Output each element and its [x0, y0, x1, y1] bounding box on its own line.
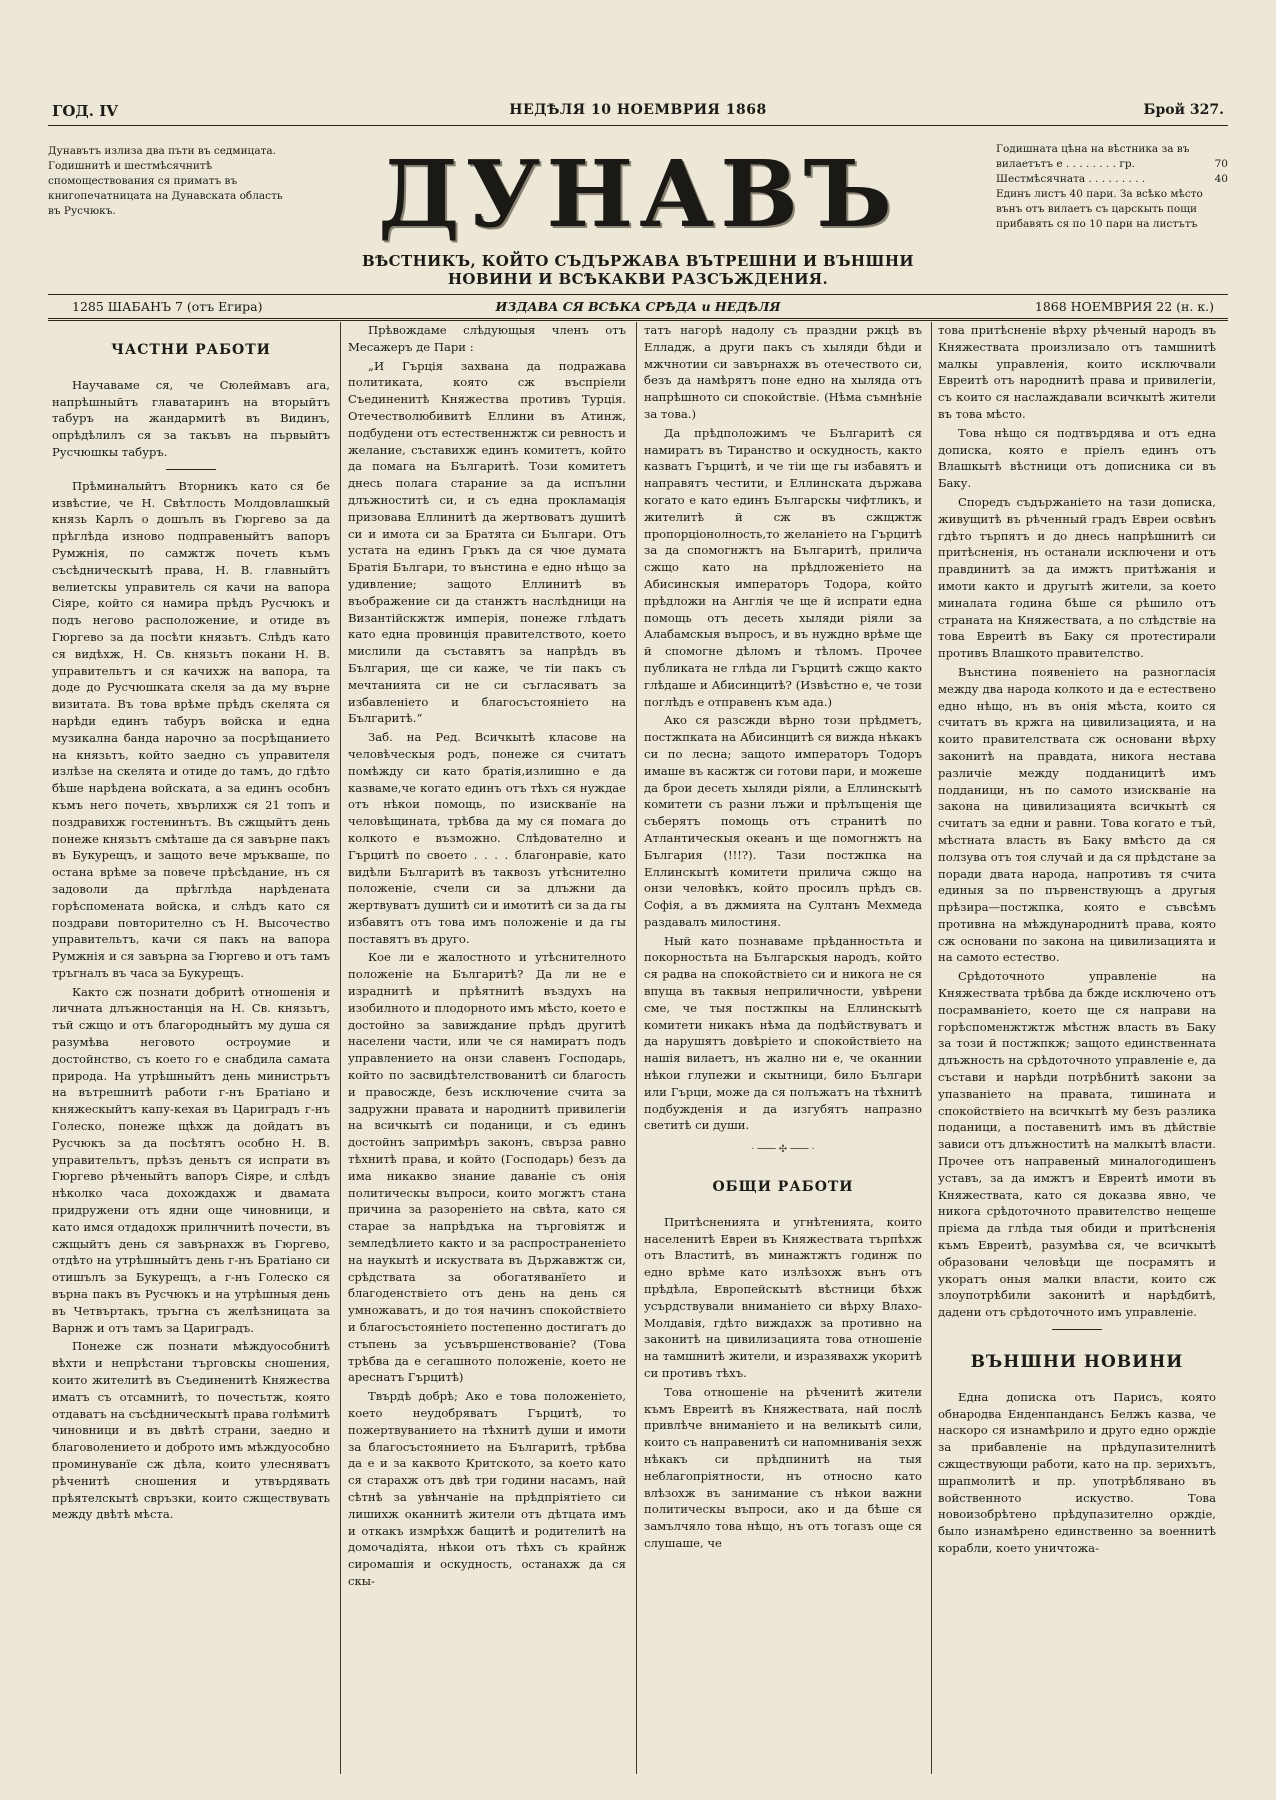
paragraph: Споредъ съдържаніето на тази дописка, живущитѣ въ рѣченный градъ Евреи освѣнъ гдѣто търпятъ и до днесь напрѣшнитѣ си притѣсненія, нъ останали исключени и отъ правдинитѣ за да имжтъ притѣжанія и имоти както и другытѣ жители, за което миналата година бѣше ся рѣшило отъ страната на Княжествата, а по слѣдствіе на това Евреитѣ въ Баку ся протестирали противъ Влашкото правителство.	[938, 494, 1216, 661]
price-row-annual	[996, 157, 1228, 172]
paragraph: Прѣминалыйтъ Вторникъ като ся бе извѣстие, че Н. Свѣтлость Молдовлашкый князь Карлъ о дошълъ въ Гюргево за да прѣглѣда изново подправеныйтъ вапоръ Румжнія, по самжтж почеть къмъ съсѣдническытѣ права, Н. В. главныйтъ велиетскы управитель ся качи на вапора Сіяре, който ся намира прѣдъ Русчюкъ и подъ негово расположение, и отиде въ Гюргево за да посѣти князьтъ. Слѣдъ като ся видѣхж, Н. Св. князьтъ покани Н. В. управительтъ и ся качихж на вапора, та доде до Русчюшката скеля за да му върне визитата. Въ това врѣме прѣдъ скелята ся нарѣди единъ табуръ войска и една музикална банда нарочно за посрѣщанието на князьтъ, който заедно съ управителя излѣзе на скелята и отиде до тамъ, до гдѣто бѣше нарѣдена войската, а за единъ особнъ къмъ него почеть, хвърлихж ся 21 топъ и поздравихж гостенинътъ. Въ сжщыйтъ день понеже князьтъ смѣташе да ся завърне пакъ въ Букурещъ, и защото вече мръкваше, по остана врѣме за повече прѣсѣдание, нъ ся задоволи да прѣглѣда нарѣдената горѣспомената войска, и слѣдъ като ся поздрави повторително съ Н. Высочество управительтъ, качи ся пакъ на вапора Румжнія и ся завърна за Гюргево и отъ тамъ тръгналъ въ часа за Букурещъ.	[52, 478, 330, 980]
paragraph: това притѣсненіе вѣрху рѣченый народъ въ Княжествата произлизало отъ тамшнитѣ малкы управленія, които исключвали Евреитѣ отъ народнитѣ права и привилегіи, съ които ся наслаждавали всичкытѣ жители въ това мѣсто.	[938, 323, 1216, 421]
column-1	[52, 322, 330, 1772]
price-value: 40	[1214, 173, 1228, 185]
separator	[1052, 1329, 1102, 1330]
paragraph: Понеже сж познати мѣждуособнитѣ вѣхти и непрѣстани търговскы сношения, които жителитѣ въ Съединенитѣ Княжества иматъ съ отсамнитѣ, то почестьтж, която отдаватъ на съсѣдническытѣ права голѣмитѣ чиновници и въ двѣтѣ страни, заедно и благоволението и доброто имъ мѣждуособно проминуванїе сж дѣла, които улесняватъ рѣченитѣ сношения и утвърдявать прѣятелскытѣ свръзки, които сжществувать между двѣтѣ мѣста.	[52, 1339, 330, 1522]
paragraph: Срѣдоточното управленіе на Княжествата трѣбва да бжде исключено отъ посрамваніето, което ще ся направи на горѣспоменжтжтж мѣстнж власть въ Баку за този й постжпкж; защото единственната длъжность на срѣдоточното управленіе е, да състави и нарѣди потрѣбнитѣ закони за упазваніето на правата, тишината и спокойствіето на всичкытѣ му безъ разлика поданици, а поставенитѣ имъ въ дѣйствіе зависи отъ длъжноститѣ на малкытѣ власти. Прочее отъ направеный миналогодишенъ уставъ, за да имжтъ и Евреитѣ имоти въ Княжествата, като ся доказва явно, че никога срѣдоточното правителство нещеше прієма да глѣда тыя обиди и притѣсненія къмъ Евреитѣ, разумѣва ся, че всичкытѣ образовани человѣци ще посрамятъ и укоратъ оныя малки власти, които сж злоупотрѣбили законитѣ и нарѣдбитѣ, дадени отъ срѣдоточното имъ управленіе.	[938, 969, 1216, 1320]
issue-date: НЕДѢЛЯ 10 НОЕМВРИЯ 1868	[509, 102, 767, 118]
year-label: ГОД. IV	[52, 102, 118, 120]
columns-rule	[48, 318, 1228, 321]
paragraph: Кое ли е жалостното и утѣснителното положеніе на Българитѣ? Да ли не е израднитѣ и прѣятнитѣ въздухъ на изобилното и плодорното имъ мѣсто, което е достойно за завиждание прѣдъ другитѣ населени части, или че ся намиратъ подъ управлението на онзи славенъ Господарь, който по засвидѣтелствованитѣ си благость и правосжде, безъ исключение счита за задружни правата и народнитѣ привилегіи на всичкытѣ си поданици, и съ единъ достойнъ запримѣръ законъ, свърза равно тѣхнитѣ права, и който (Господарь) безъ да има никакво знание даваніе съ онія политическы въпроси, които могжтъ стана причина за разореніето на свѣта, като ся старае за напрѣдъка на търговіятж и земледѣлието както и за распространеніето на наукытѣ и искуствата въ Държавжтж си, срѣдствата за обогатяванїето и благоденствіето отъ день на день ся умножаватъ, и до тоя начинъ спокойствіето и благосъстояніето постепенно достигатъ до стъпень за усъвършенствованіе? (Това трѣбва да е сегашното положеніе, което не ареснатъ Гърцитѣ)	[348, 950, 626, 1385]
masthead-rule	[48, 294, 1228, 295]
publication-note: Дунавътъ излиза два пъти въ седмицата. Годишнитѣ и шестмѣсячнитѣ спомоществования ся приматъ въ книгопечатницата на Дунавската область въ Русчюкъ.	[48, 145, 283, 217]
article-columns	[48, 322, 1228, 1777]
paragraph: Вънстина появеніето на разногласія между два народа колкото и да е естествено едно нѣщо, нъ въ онія мѣста, които ся считатъ въ кржга на цивилизацията, и на които правителствата сж основани вѣрху законитѣ на правдата, никога нестава различіе между подданицитѣ имъ подданици, нъ по самото изискваніе на закона на цивилизацията всичкытѣ ся считатъ за едни и равни. Това когато е тъй, мѣстната власть въ Баку вмѣсто да ся ползува отъ тоя случай и да ся прѣдстане за поради двата народа, напротивъ тя счита единыя за по първенствующъ а другыя прѣзира—постжпка, която е съвсѣмъ противна на мѣждународнитѣ права, която сж основани по закона на цивилизацията и на самото естество.	[938, 664, 1216, 965]
section-heading: ЧАСТНИ РАБОТИ	[111, 342, 271, 358]
newspaper-title: ДУНАВЪ	[377, 140, 899, 248]
price-value: 70	[1214, 158, 1228, 170]
publication-schedule: ИЗДАВА СЯ ВСѢКА СРѢДА и НЕДѢЛЯ	[495, 299, 781, 314]
paragraph: „И Гърція захвана да подражава политиката, която сж въспріели Съединенитѣ Княжества противъ Турція. Отечестволюбивитѣ Еллини въ Атинж, подбудени отъ естественнжтж си ревность и желание, съставихж единъ комитетъ, който да помага на Българитѣ. Този комитетъ днесь полага старание за да испълни длъжноститѣ си, и съ една прокламація призовава Еллинитѣ да жертвоватъ душитѣ си и имота си за Братята си Българи. Отъ устата на единъ Гръкъ да ся чюе думата Братія Българи, то вънстина е едно нѣщо за удивление; защото Еллинитѣ въ въображение си да станжтъ наслѣдници на Византійскжтж имперія, понеже глѣдатъ като една провинція правителството, което мислили да съставятъ за напрѣдъ въ България, ще си каже, че тіи пакъ съ мечтанията си не си съгласяватъ за избавленіето и благосъстояніето на Българитѣ.“	[348, 358, 626, 726]
price-row-half	[996, 172, 1228, 187]
paragraph: Да прѣдположимъ че Българитѣ ся намиратъ въ Тиранство и оскудность, както казватъ Гърцитѣ, и че тіи ще гы избавятъ и направятъ честити, и Еллинската държава когато е като единъ Българскы чифтликъ, и жителитѣ й сж въ сжщжтж пропорціонолность,то желаніето на Гърцитѣ за да спомогнжтъ на Българитѣ, прилича сжщо като на прѣдложеніето на Абисинскыя императоръ Тодора, който прѣдложи на Англія че ще й испрати една помощь отъ десеть хыляди ріяли за Алабамскыя въпросъ, и въ нуждно врѣме ще й спомогне дѣломъ и тѣломъ. Прочее публиката не глѣда ли Гърцитѣ сжщо както глѣдаше и Абисинцитѣ? (Извѣстно е, че този поглѣдъ е отправенъ към ада.)	[644, 425, 922, 709]
paragraph: Ако ся разсжди вѣрно този прѣдметъ, постжпката на Абисинцитѣ ся вижда нѣкакъ си по лесна; защото императоръ Тодоръ имаше въ касжтж си готови пари, и можеше да брои десеть хыляди ріяли, а Еллинскытѣ комитети съ разни лъжи и прѣлъщенія ще съберятъ помощь отъ странитѣ по Атлантическыя океанъ и ще помогнжтъ на България (!!!?). Тази постжпка на Еллинскытѣ комитети прилича сжщо на онзи человѣкъ, който просилъ прѣдъ св. Софія, а въ джмията на Султанъ Мехмеда раздавалъ милостиня.	[644, 713, 922, 929]
paragraph: Научаваме ся, че Сюлеймавъ ага, напрѣшныйтъ главатаринъ на вторыйтъ табуръ на жандармитѣ въ Видинъ, опрѣдѣлилъ ся за такъвъ на първыйтъ Русчюшкы табуръ.	[52, 377, 330, 459]
column-2	[348, 322, 626, 1772]
paragraph: Заб. на Ред. Всичкытѣ класове на человѣческыя родъ, понеже ся считатъ помѣжду си като братія,излишно е да казваме,че когато единъ отъ тѣхъ ся нуждае отъ нѣкои помощь, по изискванїе на человѣщината, трѣбва да му ся помага до колкото е възможно. Слѣдователно и Гърцитѣ по своето . . . . благонравіе, като видѣли Българитѣ въ таквозъ утѣснително положеніе, счели си за длъжни да жертвуватъ душитѣ си и имотитѣ си за да гы избавятъ отъ това имъ положеніе и да гы поставятъ въ друго.	[348, 730, 626, 946]
newspaper-subtitle: ВѢСТНИКЪ, КОЙТО СЪДЪРЖАВА ВЪТРЕШНИ И ВЪНШНИ НОВИНИ И ВСѢКАКВИ РАЗСЪЖДЕНИЯ.	[361, 252, 914, 288]
section-heading: ОБЩИ РАБОТИ	[712, 1179, 854, 1196]
newspaper-page	[48, 96, 1228, 1780]
hijri-date: 1285 ШАБАНЪ 7 (отъ Егира)	[72, 299, 263, 314]
column-4	[938, 322, 1216, 1772]
paragraph: Както сж познати добритѣ отношенія и личната длъжностанція на Н. Св. князьтъ, тъй сжщо и отъ благородныйтъ му душа ся разумѣва неговото остроумие и достойнство, съ което го е снабдила самата природа. На утрѣшныйтъ день министрьтъ на вътрешнитѣ работи г-нъ Братіано и княжескыйтъ капу-кехая въ Цариградъ г-нъ Голеско, понеже щѣхж да дойдатъ въ Русчюкъ за да посѣтятъ особно Н. В. управительтъ, прѣзъ деньтъ ся испрати въ Гюргево рѣченыйтъ вапоръ Сіяре, и слѣдъ нѣколко часа дохождахж и двамата придружени отъ ядни още чиновници, и като имся отдадохж прилнчнитѣ почести, въ сжщыйтъ день ся завърнахж въ Гюргево, отдѣто на утрѣшныйтъ день г-нъ Братіано си отишълъ за Букурещъ, а г-нъ Голеско ся върна пакъ въ Русчюкъ и на утрѣшныя день въ Четвъртакъ, тръгна съ желѣзницата за Варнж и отъ тамъ за Цариградъ.	[52, 984, 330, 1335]
issue-line	[48, 296, 1228, 318]
paragraph: Ный като познаваме прѣданностьта и покорностьта на Българскыя народъ, който ся радва на спокойствіето си и никога не ся впуща въ таквыя неприличности, увѣрени сме, че тыя постжпкы на Еллинскытѣ комитети никакъ нѣма да подѣйствуватъ и да нарушятъ довѣріето и спокойствіето на нашія вилаетъ, нъ жално ни е, че оканнии нѣкои глупежи и скытници, било Българи или Гърци, може да ся полъжатъ на тѣхнитѣ подбужденія и да изгубятъ напразно светитѣ си души.	[644, 933, 922, 1133]
top-rule	[48, 125, 1228, 126]
top-line	[48, 96, 1228, 126]
column-3	[644, 322, 922, 1772]
price-box	[996, 142, 1228, 232]
price-label: вилаетътъ е . . . . . . . . гр.	[996, 158, 1135, 170]
paragraph: татъ нагорѣ надолу съ праздни ржцѣ въ Елладж, а други пакъ съ хыляди бѣди и мжчнотии си завърнахж въ отечеството си, безъ да намѣрятъ поне едно на хыляда отъ напрѣшното си спокойствіе. (Нѣма съмнѣніе за това.)	[644, 323, 922, 421]
price-note: Единъ листъ 40 пари. За всѣко мѣсто вънъ отъ вилаетъ съ царскыть пощи прибавять ся по 10 пари на листътъ	[996, 188, 1203, 230]
paragraph: Прѣвождаме слѣдующыя членъ отъ Месажеръ де Пари :	[348, 323, 626, 354]
paragraph: Това нѣщо ся подтвърдява и отъ една дописка, която е пріелъ единъ отъ Влашкытѣ вѣстници отъ дописника си въ Баку.	[938, 425, 1216, 491]
price-intro: Годишната цѣна на вѣстника за въ	[996, 143, 1190, 155]
separator	[166, 469, 216, 470]
paragraph: Твърдѣ добрѣ; Ако е това положеніето, което неудобряватъ Гърцитѣ, то пожертвуванието на тѣхнитѣ души и имоти за благосъстоянието на Българитѣ, трѣбва да е и за каквото Критското, за което като ся старахж отъ двѣ три години насамъ, най сѣтнѣ за увѣнчаніе на прѣдпріятіето си лишихж оканнитѣ жители отъ дѣтцата имъ и откакъ измрѣхж бащитѣ и родителитѣ на домочадіята, нѣкои отъ тѣхъ съ крайнж сиромашія и оскудность, останахж да ся скы-	[348, 1389, 626, 1588]
price-label: Шестмѣсячната . . . . . . . . .	[996, 173, 1146, 185]
gregorian-date: 1868 НОЕМВРИЯ 22 (н. к.)	[1034, 299, 1214, 314]
paragraph: Една дописка отъ Парисъ, която обнародва Енденпандансъ Белжъ казва, че наскоро ся изнамѣрило и друго едно орждіе за прибавленіе на прѣдупазителнитѣ сжществующи работи, като на пр. зерихътъ, шрапмолитѣ и пр. употрѣблявано въ войственното искуство. Това новоизобрѣтено прѣдупазително орждіе, было изнамѣрено единственно за военнитѣ корабли, което уничтожа-	[938, 1389, 1216, 1555]
ornament-divider: · ─── ✣ ─── ·	[751, 1144, 815, 1156]
issue-number: Брой 327.	[1143, 102, 1224, 118]
paragraph: Притѣсненията и угнѣтенията, които населенитѣ Евреи въ Княжествата търпѣхж отъ Властитѣ, въ минажтжтъ годинж по едно врѣме като излѣзохж вънъ отъ прѣдѣла, Европейскытѣ вѣстници бѣхж усърдствували вниманіето си вѣрху Влахо-Молдавія, гдѣто виждахж за противно на законитѣ на цивилизацията това отношеніе на тамшнитѣ жители, и изразявахж укоритѣ си противъ тѣхъ.	[644, 1214, 922, 1381]
paragraph: Това отношеніе на рѣченитѣ жители къмъ Евреитѣ въ Княжествата, най послѣ привлѣче вниманіето и на великытѣ сили, които съ направенитѣ си напомниванія зехж нѣкакъ си прѣдпинитѣ на тыя неблагопріятности, нъ относно като влѣзохж въ занимание съ нѣкои важни политическы въпроси, ако и да бѣше ся замълчяло това нѣщо, нъ отъ тогазъ още ся слушаше, че	[644, 1384, 922, 1550]
masthead	[48, 130, 1228, 288]
section-heading: ВЪНШНИ НОВИНИ	[970, 1352, 1184, 1373]
